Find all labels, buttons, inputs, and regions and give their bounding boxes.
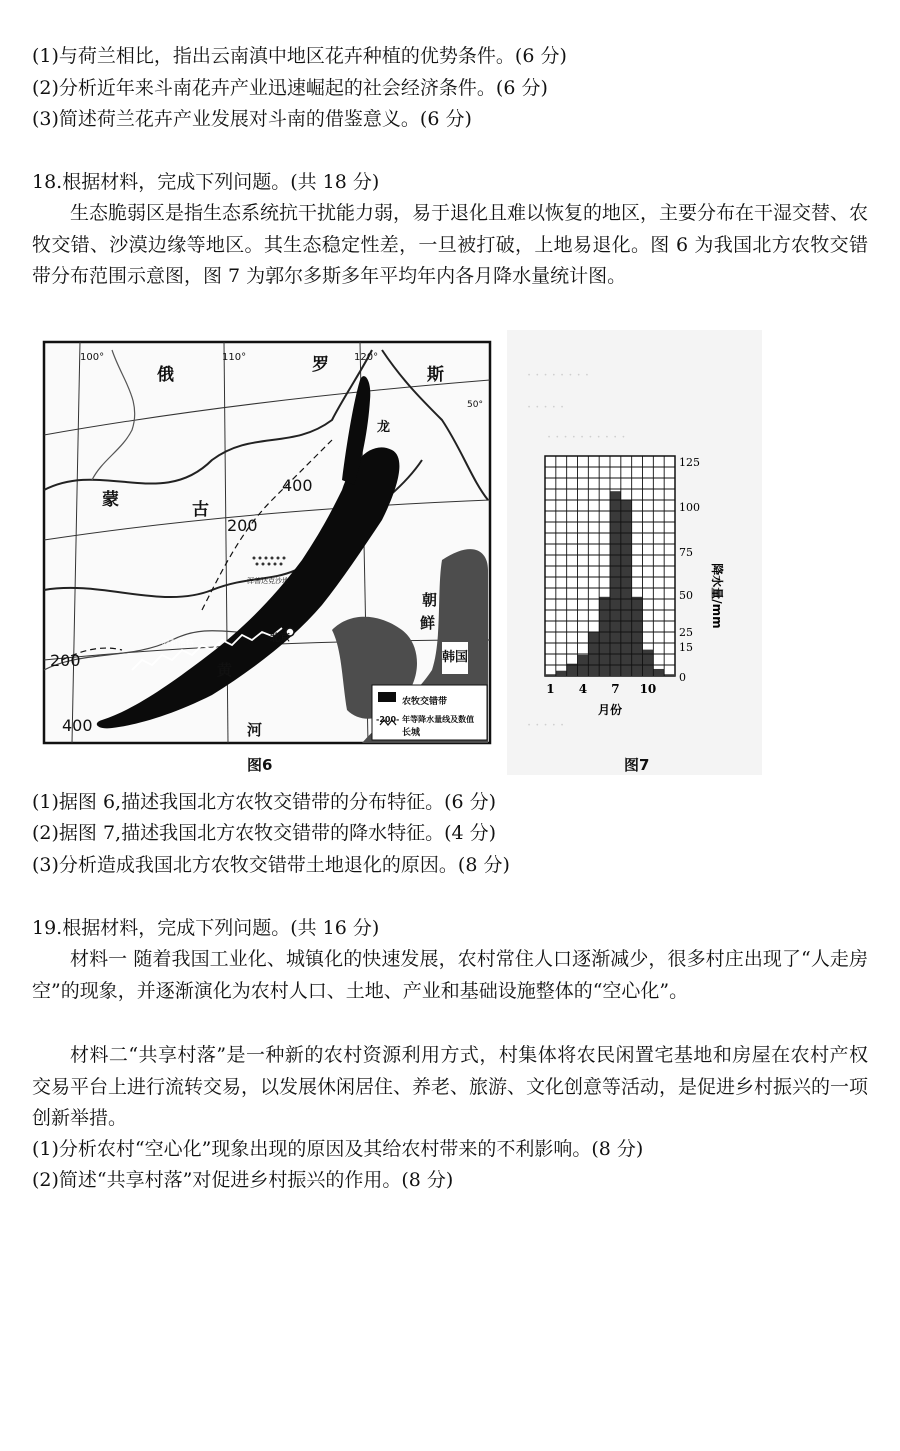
legend-wall: 长城 [402,728,421,738]
isohyet-label-200-north: 200 [227,516,258,535]
y-tick-label: 100 [679,501,700,514]
label-desert: 浑善达克沙地 [247,577,289,585]
label-korea-2: 鲜 [420,614,436,632]
bar-month-1 [545,674,556,676]
y-tick-label: 125 [679,456,700,469]
y-tick-label: 0 [679,671,686,684]
q18-header: 18.根据材料，完成下列问题。(共 18 分) [32,171,380,193]
map-svg [42,340,492,745]
q19-header: 19.根据材料，完成下列问题。(共 16 分) [32,917,380,939]
isohyet-label-400-north: 400 [282,476,313,495]
label-yellow-1: 黄 [217,661,233,679]
label-russia-1: 俄 [157,365,174,385]
bar-month-9 [632,597,643,676]
x-tick-label: 10 [639,682,657,696]
q17-item-2: (2)分析近年来斗南花卉产业迅速崛起的社会经济条件。(6 分) [32,77,548,99]
q18-item-2: (2)据图 7,描述我国北方农牧交错带的降水特征。(4 分) [32,822,497,844]
x-tick-label: 7 [611,682,620,696]
lat-50: 50° [467,400,483,410]
q18-item-3: (3)分析造成我国北方农牧交错带土地退化的原因。(8 分) [32,854,510,876]
q19-material1: 材料一 随着我国工业化、城镇化的快速发展，农村常住人口逐渐减少，很多村庄出现了“人走房空”的现象，并逐渐演化为农村人口、土地、产业和基础设施整体的“空心化”。 [32,948,868,1002]
label-mongolia-1: 蒙 [102,490,119,510]
figures-area [32,330,762,775]
y-tick-label: 50 [679,589,693,602]
y-tick-label: 25 [679,626,693,639]
q19-material2: 材料二“共享村落”是一种新的农村资源利用方式，村集体将农民闲置宅基地和房屋在农村产权交易平台上进行流转交易，以发展休闲居住、养老、旅游、文化创意等活动，是促进乡村振兴的一项创新举措。 [32,1044,869,1129]
chart-svg [537,450,752,720]
isohyet-label-200-west: 200 [50,651,81,670]
label-yellow-2: 河 [247,721,263,739]
label-russia-2: 罗 [312,355,329,375]
figure7-caption: 图7 [624,756,650,774]
bar-month-11 [653,669,664,676]
label-mongolia-2: 古 [192,500,209,520]
bar-month-3 [567,664,578,676]
q18-item-1: (1)据图 6,描述我国北方农牧交错带的分布特征。(6 分) [32,791,497,813]
x-axis-label: 月份 [597,703,623,717]
figure6-map [42,340,492,745]
label-cities: 呼和浩特 [162,639,194,648]
q19-item-1: (1)分析农村“空心化”现象出现的原因及其给农村带来的不利影响。(8 分) [32,1138,644,1160]
lon-100: 100° [80,352,105,363]
lon-120: 120° [354,352,379,363]
label-russia-3: 斯 [427,365,444,385]
q17-item-3: (3)简述荷兰花卉产业发展对斗南的借鉴意义。(6 分) [32,108,472,130]
q19-item-2: (2)简述“共享村落”对促进乡村振兴的作用。(8 分) [32,1169,454,1191]
q17-item-1: (1)与荷兰相比，指出云南滇中地区花卉种植的优势条件。(6 分) [32,45,567,67]
figure7-chart [537,450,752,750]
label-korea-3: 韩国 [442,642,468,674]
label-korea-1: 朝 [422,591,438,609]
bar-month-7 [610,491,621,676]
y-tick-label: 15 [679,641,693,654]
bar-month-2 [556,671,567,676]
x-tick-label: 1 [546,682,555,696]
bar-month-12 [664,674,675,676]
q18-paragraph: 生态脆弱区是指生态系统抗干扰能力弱，易于退化且难以恢复的地区，主要分布在干湿交替、农牧交错、沙漠边缘等地区。其生态稳定性差，一旦被打破，上地易退化。图 6 为我国北方农牧交错带分布范围示意图，图 7 为郭尔多斯多年平均年内各月降水量统计图。 [32,202,869,287]
isohyet-label-400-west: 400 [62,716,93,735]
lon-110: 110° [222,352,247,363]
x-tick-label: 4 [578,682,588,696]
figure6-caption: 图6 [247,756,273,774]
legend-isohyet: -200- 年等降水量线及数值 [376,715,475,724]
legend-belt: 农牧交错带 [402,697,448,707]
y-tick-label: 75 [679,546,693,559]
label-beijing: 北京 [270,633,290,644]
y-axis-label: 降水量/mm [710,563,724,629]
legend-belt-swatch [378,692,396,702]
label-long: 龙 [377,420,391,435]
bar-month-6 [599,597,610,676]
scan-shadow: · · · · · · · · · · · · · · · · · · · · · · · · · · · · [507,330,762,775]
